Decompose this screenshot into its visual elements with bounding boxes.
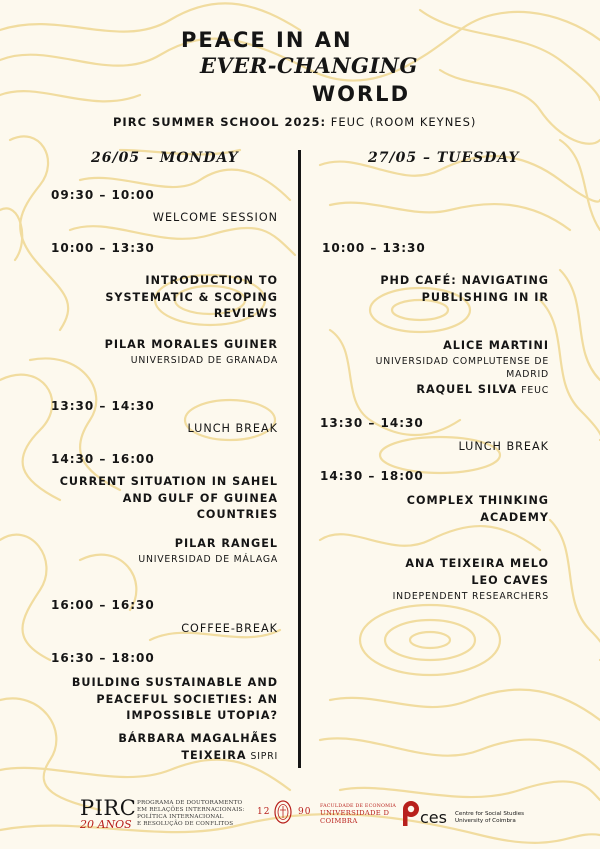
column-divider — [298, 150, 301, 768]
ces-logo: ces — [420, 808, 447, 827]
title-line-3: WORLD — [312, 82, 410, 106]
session-label: LUNCH BREAK — [458, 440, 549, 453]
session-label: WELCOME SESSION — [152, 211, 278, 224]
speaker-affiliation: UNIVERSIDAD DE GRANADA — [130, 355, 278, 366]
uc-year-right: 90 — [298, 807, 312, 817]
speaker-name: ANA TEIXEIRA MELO — [405, 557, 549, 570]
event-venue: FEUC (ROOM KEYNES) — [330, 115, 477, 129]
title-line-2: EVER-CHANGING — [200, 53, 418, 78]
uc-year-left: 12 — [257, 807, 271, 817]
uc-name — [320, 809, 389, 825]
monday-heading: 26/05 – MONDAY — [91, 150, 239, 166]
speaker-name: LEO CAVES — [471, 574, 549, 587]
session-title: BUILDING SUSTAINABLE AND PEACEFUL SOCIETIES: AN IMPOSSIBLE UTOPIA? — [71, 676, 278, 722]
session-time: 10:00 – 13:30 — [322, 241, 426, 255]
tuesday-heading: 27/05 – TUESDAY — [368, 150, 520, 166]
session-time: 16:30 – 18:00 — [51, 651, 155, 665]
session-time: 13:30 – 14:30 — [51, 399, 155, 413]
uc-seal-icon — [273, 799, 293, 825]
uc-name-line: COIMBRA — [320, 817, 358, 825]
session-title: PHD CAFÉ: NAVIGATING PUBLISHING IN IR — [380, 274, 549, 304]
speaker-name: ALICE MARTINI — [443, 339, 549, 352]
speaker-affiliation: FEUC — [521, 385, 549, 396]
speaker-affiliation: UNIVERSIDAD COMPLUTENSE DE MADRID — [375, 356, 549, 380]
session-label: COFFEE-BREAK — [181, 622, 278, 635]
session-time: 09:30 – 10:00 — [51, 188, 155, 202]
event-subtitle — [113, 115, 476, 129]
ces-line: University of Coimbra — [455, 818, 516, 824]
event-name: PIRC SUMMER SCHOOL 2025: — [113, 115, 327, 129]
pirc-logo: PIRC — [80, 796, 137, 820]
pirc-line: EM RELAÇÕES INTERNACIONAIS: — [137, 807, 245, 813]
session-time: 13:30 – 14:30 — [320, 416, 424, 430]
pirc-line: POLÍTICA INTERNACIONAL — [137, 814, 224, 820]
uc-name-line: UNIVERSIDADE D — [320, 809, 390, 817]
session-time: 16:00 – 16:30 — [51, 598, 155, 612]
speaker-name: BÁRBARA MAGALHÃES — [118, 732, 278, 745]
speaker-affiliation: INDEPENDENT RESEARCHERS — [392, 591, 549, 602]
pirc-line: E RESOLUÇÃO DE CONFLITOS — [137, 821, 234, 827]
speaker-name-text: RAQUEL SILVA — [416, 383, 518, 396]
pirc-line: PROGRAMA DE DOUTORAMENTO — [137, 800, 243, 806]
speaker-affiliation: SIPRI — [250, 751, 278, 762]
speaker-name: PILAR RANGEL — [174, 537, 278, 550]
pirc-description — [137, 800, 245, 828]
speaker-name — [416, 383, 549, 396]
pirc-years: 20 ANOS — [80, 818, 132, 831]
speaker-affiliation: UNIVERSIDAD DE MÁLAGA — [138, 554, 278, 565]
speaker-name-continued: TEIXEIRA — [181, 749, 247, 762]
session-title: CURRENT SITUATION IN SAHEL AND GULF OF GUINEA COUNTRIES — [59, 475, 278, 521]
speaker-name: PILAR MORALES GUINER — [104, 338, 278, 351]
session-title: INTRODUCTION TO SYSTEMATIC & SCOPING REVIEWS — [105, 274, 278, 320]
session-time: 10:00 – 13:30 — [51, 241, 155, 255]
ces-description — [455, 811, 524, 825]
session-label: LUNCH BREAK — [187, 422, 278, 435]
ces-line: Centre for Social Studies — [455, 811, 525, 817]
title-line-1: PEACE IN AN — [181, 28, 353, 52]
speaker-name — [181, 749, 278, 762]
session-time: 14:30 – 18:00 — [320, 469, 424, 483]
uc-faculty: FACULDADE DE ECONOMIA — [320, 804, 397, 809]
ces-mark-icon — [400, 799, 422, 829]
session-title: COMPLEX THINKING ACADEMY — [406, 494, 549, 524]
session-time: 14:30 – 16:00 — [51, 452, 155, 466]
